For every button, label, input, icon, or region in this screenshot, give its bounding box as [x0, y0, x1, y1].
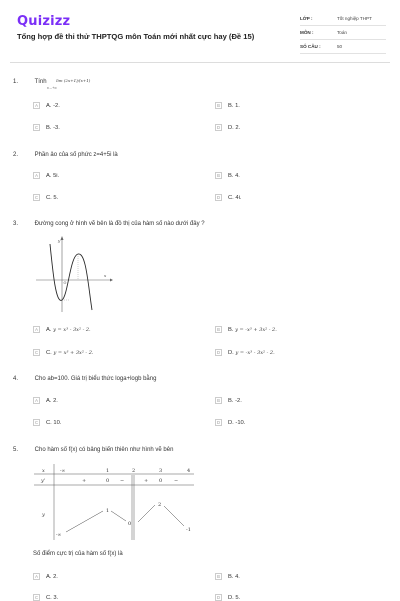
yprime-sign: +: [144, 478, 149, 484]
question-4: [13, 376, 156, 382]
option-d[interactable]: [215, 349, 275, 356]
option-d[interactable]: [215, 194, 242, 201]
option-text: B. -2.: [228, 397, 242, 404]
meta-row-subject: [300, 26, 386, 40]
question-text: Cho hàm số f(x) có bảng biến thiên như hình vẽ bên: [34, 447, 174, 453]
function-curve: [50, 244, 92, 310]
increase-arrow-icon: [138, 505, 155, 522]
option-text: D. 2.: [228, 124, 241, 131]
option-letter: B: [215, 326, 222, 333]
meta-row-class: [300, 12, 386, 26]
option-text: B. -3.: [46, 124, 60, 131]
option-text: A. 2.: [46, 573, 58, 580]
yprime-value: 0: [159, 478, 163, 484]
option-text: D.: [228, 349, 234, 356]
quizizz-logo: Quizizz: [17, 14, 71, 29]
option-letter: C: [34, 350, 39, 355]
option-math: y = -x³ + 3x² - 2.: [235, 326, 277, 333]
x-value: 4: [187, 468, 191, 474]
option-a[interactable]: [33, 102, 60, 109]
option-text: A. 5i.: [46, 172, 60, 179]
x-axis-label: x: [104, 273, 107, 278]
meta-value: Toán: [337, 30, 347, 35]
y-value: -∞: [56, 533, 62, 538]
option-math: y = x³ + 3x² - 2.: [53, 349, 94, 356]
variation-table: [34, 464, 199, 540]
option-math: y = -x³ - 3x² - 2.: [235, 349, 275, 356]
option-letter: C: [34, 420, 39, 425]
x-axis-arrow-icon: [110, 279, 113, 282]
yprime-sign: +: [82, 478, 87, 484]
option-letter: A: [33, 573, 40, 580]
option-d[interactable]: [215, 419, 245, 426]
option-d[interactable]: [215, 124, 240, 131]
question-text: Tính: [34, 79, 47, 85]
option-letter: A: [33, 172, 40, 179]
cubic-graph: [34, 234, 114, 314]
question-subtext: Số điểm cực trị của hàm số f(x) là: [33, 551, 123, 557]
math-text: lim (2x+1)/(x+1): [56, 78, 91, 83]
y-value: -1: [186, 527, 191, 533]
question-text: Cho ab=100. Giá trị biểu thức loga+logb bằng: [34, 376, 157, 382]
option-c[interactable]: [33, 124, 60, 131]
option-text: B. 4.: [228, 172, 240, 179]
option-a[interactable]: [33, 172, 59, 179]
option-b[interactable]: [215, 573, 240, 580]
question-number: 4.: [13, 376, 19, 382]
option-letter: A: [33, 102, 40, 109]
yprime-sign: −: [174, 478, 179, 484]
yprime-value: 0: [106, 478, 110, 484]
option-text: B. 1.: [228, 102, 240, 109]
option-math: y = x³ - 3x² - 2.: [53, 326, 91, 333]
option-letter: D: [216, 350, 221, 355]
question-1: [13, 78, 91, 90]
option-b[interactable]: [215, 102, 240, 109]
option-text: D. -10.: [228, 419, 246, 426]
question-number: 1.: [13, 79, 19, 85]
y-axis-arrow-icon: [61, 236, 64, 240]
option-text: C.: [46, 349, 52, 356]
y-value: 1: [106, 508, 110, 514]
y-value: 2: [158, 502, 162, 508]
increase-arrow-icon: [66, 511, 103, 532]
question-number: 5.: [13, 447, 19, 453]
meta-label: LỚP :: [300, 16, 313, 21]
option-c[interactable]: [33, 419, 61, 426]
question-2: [13, 152, 118, 158]
option-text: D. 5.: [228, 594, 241, 601]
option-a[interactable]: [33, 573, 58, 580]
question-text: Đường cong ở hình vẽ bên là đồ thị của hàm số nào dưới đây ?: [34, 221, 205, 227]
option-letter: D: [216, 125, 221, 130]
meta-panel: [300, 12, 386, 54]
option-letter: C: [34, 125, 39, 130]
question-5: [13, 447, 173, 453]
option-b[interactable]: [215, 172, 240, 179]
y-row-label: y: [42, 512, 45, 518]
option-a[interactable]: [33, 397, 58, 404]
option-text: C. 4i.: [228, 194, 242, 201]
option-letter: D: [216, 195, 221, 200]
option-letter: B: [215, 102, 222, 109]
x-value: 1: [106, 468, 110, 474]
option-text: C. 3.: [46, 594, 59, 601]
option-text: A. -2.: [46, 102, 60, 109]
option-c[interactable]: [33, 194, 58, 201]
option-letter: D: [216, 595, 221, 600]
option-c[interactable]: [33, 349, 93, 356]
x-value: 2: [132, 468, 136, 474]
y-axis-label: y: [58, 238, 61, 243]
option-text: A.: [46, 326, 52, 333]
yprime-row-label: y': [41, 478, 46, 484]
option-letter: B: [215, 573, 222, 580]
y-value: 0: [128, 521, 132, 527]
limit-subscript: x→+∞: [47, 86, 57, 90]
question-5-subtext: [33, 551, 123, 557]
option-letter: D: [216, 420, 221, 425]
meta-value: Tốt nghiệp THPT: [337, 16, 372, 21]
document-title: Tổng hợp đề thi thử THPTQG môn Toán mới nhất cực hay (Đề 15): [17, 32, 255, 41]
option-text: A. 2.: [46, 397, 58, 404]
option-b[interactable]: [215, 397, 242, 404]
limit-expression: [56, 78, 90, 84]
meta-value: 50: [337, 44, 343, 49]
question-text: Phần ảo của số phức z=4+5i là: [34, 152, 118, 158]
option-letter: C: [34, 195, 39, 200]
header-divider: [10, 62, 390, 63]
decrease-arrow-icon: [111, 511, 126, 521]
decrease-arrow-icon: [164, 506, 184, 526]
yprime-sign: −: [120, 478, 125, 484]
option-letter: B: [215, 172, 222, 179]
x-row-label: x: [42, 468, 45, 474]
meta-row-count: [300, 40, 386, 54]
meta-label: MÔN :: [300, 30, 314, 35]
origin-label: O: [63, 281, 67, 285]
question-3: [13, 221, 205, 227]
question-number: 3.: [13, 221, 19, 227]
option-letter: B: [215, 397, 222, 404]
option-letter: C: [34, 595, 39, 600]
option-text: B. 4.: [228, 573, 240, 580]
option-letter: A: [33, 397, 40, 404]
option-text: C. 5.: [46, 194, 59, 201]
x-value: 3: [159, 468, 163, 474]
option-text: C. 10.: [46, 419, 62, 426]
meta-label: SỐ CÂU :: [300, 44, 321, 49]
x-value: -∞: [60, 469, 66, 474]
option-letter: A: [33, 326, 40, 333]
option-text: B.: [228, 326, 234, 333]
question-number: 2.: [13, 152, 19, 158]
option-b[interactable]: [215, 326, 277, 333]
option-a[interactable]: [33, 326, 91, 333]
